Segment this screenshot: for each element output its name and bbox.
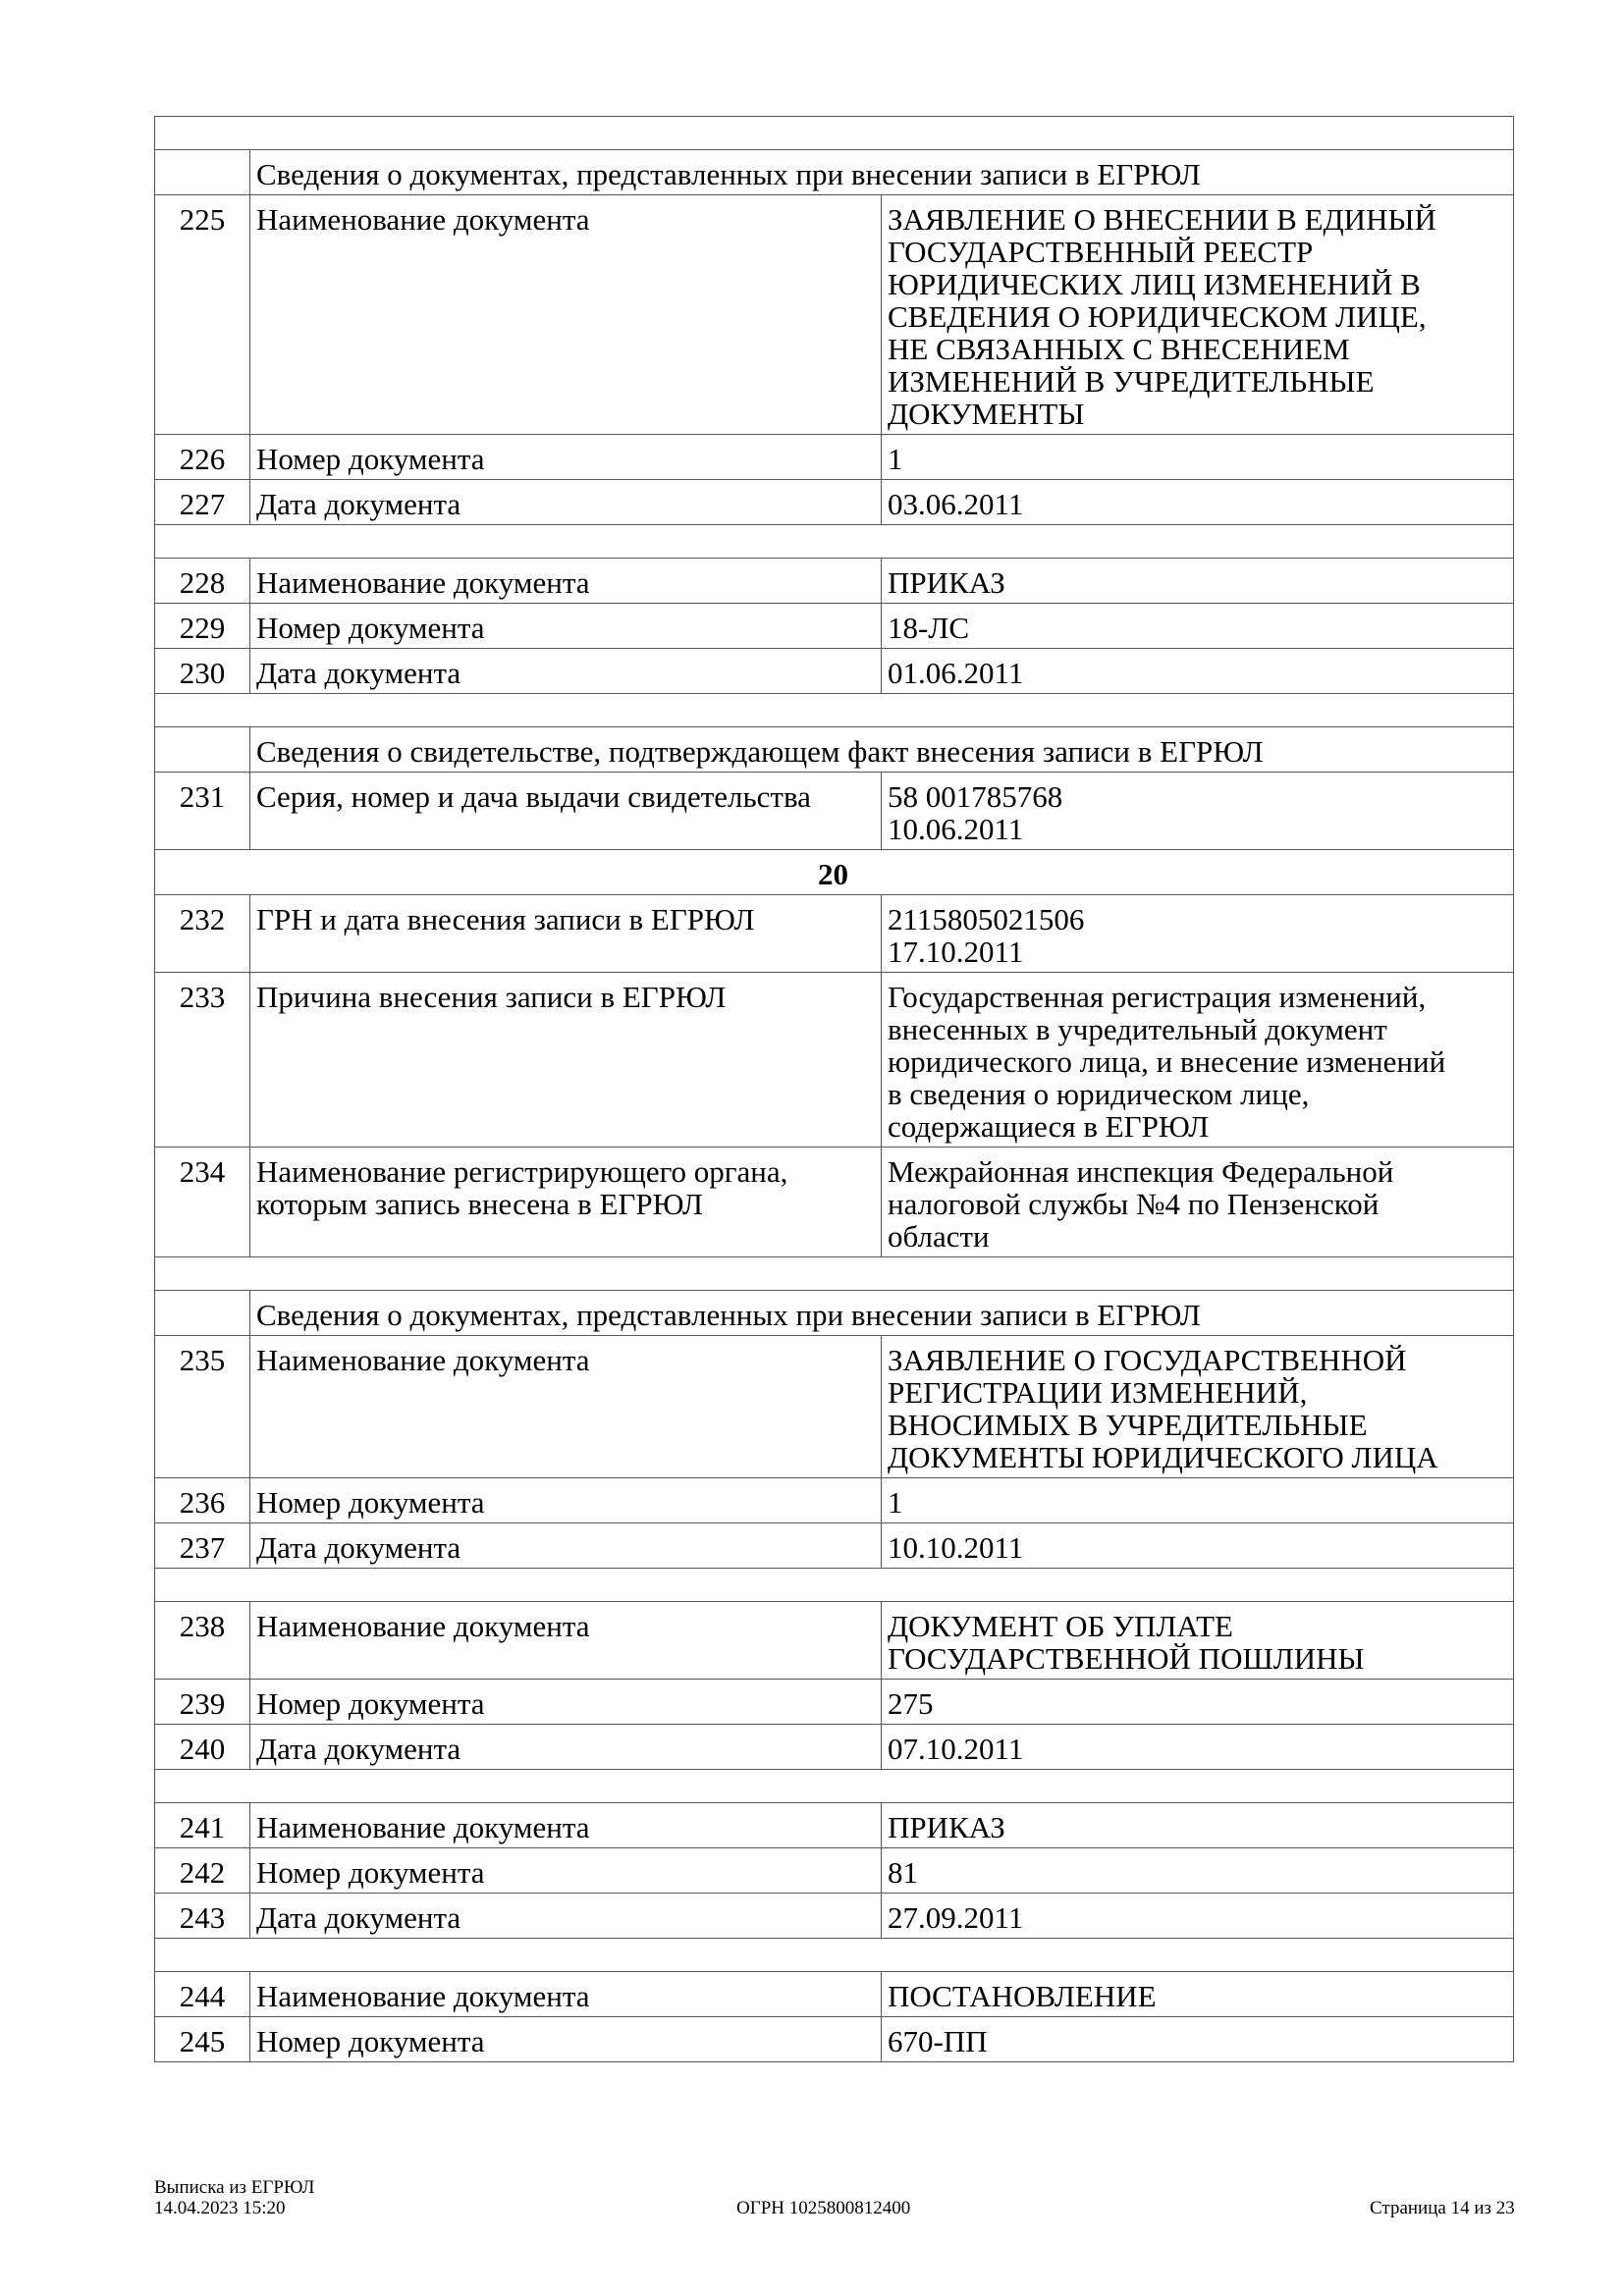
table-row <box>155 1523 1514 1569</box>
row-number: 238 <box>155 1602 250 1680</box>
row-label: Дата документа <box>250 1725 882 1770</box>
row-number: 237 <box>155 1523 250 1569</box>
row-value: 03.06.2011 <box>882 480 1514 525</box>
record-number-row <box>155 850 1514 895</box>
spacer-cell <box>155 1257 1514 1291</box>
row-number: 227 <box>155 480 250 525</box>
row-number: 242 <box>155 1848 250 1894</box>
table-row <box>155 1148 1514 1257</box>
row-number: 236 <box>155 1478 250 1523</box>
row-value: Межрайонная инспекция Федеральной налоговой службы №4 по Пензенской области <box>882 1148 1514 1257</box>
spacer-row <box>155 117 1514 150</box>
spacer-row <box>155 694 1514 727</box>
row-label: Наименование документа <box>250 1803 882 1848</box>
row-value: Государственная регистрация изменений, внесенных в учредительный документ юридического лица, и внесение изменений в сведения о юридическом лице, содержащиеся в ЕГРЮЛ <box>882 973 1514 1148</box>
row-number: 235 <box>155 1336 250 1478</box>
row-label: Номер документа <box>250 1680 882 1725</box>
row-label: Наименование документа <box>250 1602 882 1680</box>
row-value: 81 <box>882 1848 1514 1894</box>
footer-page-number: Страница 14 из 23 <box>1370 2198 1515 2218</box>
footer-datetime: 14.04.2023 15:20 <box>154 2198 286 2218</box>
spacer-row <box>155 1939 1514 1972</box>
row-number: 243 <box>155 1894 250 1939</box>
table-row <box>155 1336 1514 1478</box>
section-header-row <box>155 150 1514 195</box>
row-number: 239 <box>155 1680 250 1725</box>
row-number: 241 <box>155 1803 250 1848</box>
row-number: 233 <box>155 973 250 1148</box>
table-row <box>155 2017 1514 2062</box>
spacer-cell <box>155 1770 1514 1803</box>
row-number: 232 <box>155 895 250 973</box>
table-row <box>155 1725 1514 1770</box>
section-num-cell <box>155 1291 250 1336</box>
table-row <box>155 1972 1514 2017</box>
row-label: Наименование документа <box>250 195 882 435</box>
row-value: 1 <box>882 1478 1514 1523</box>
row-label: Наименование регистрирующего органа, которым запись внесена в ЕГРЮЛ <box>250 1148 882 1257</box>
row-value: 1 <box>882 435 1514 480</box>
row-label: Номер документа <box>250 1848 882 1894</box>
row-label: Серия, номер и дача выдачи свидетельства <box>250 773 882 850</box>
row-label: Дата документа <box>250 480 882 525</box>
section-num-cell <box>155 727 250 773</box>
footer-ogrn: ОГРН 1025800812400 <box>736 2198 911 2218</box>
row-label: Дата документа <box>250 1894 882 1939</box>
table-row <box>155 1602 1514 1680</box>
row-value: ПРИКАЗ <box>882 559 1514 604</box>
row-value: ЗАЯВЛЕНИЕ О ГОСУДАРСТВЕННОЙ РЕГИСТРАЦИИ ИЗМЕНЕНИЙ, ВНОСИМЫХ В УЧРЕДИТЕЛЬНЫЕ ДОКУМЕНТЫ ЮРИДИЧЕСКОГО ЛИЦА <box>882 1336 1514 1478</box>
row-value: 18-ЛС <box>882 604 1514 649</box>
row-value: 01.06.2011 <box>882 649 1514 694</box>
table-row <box>155 895 1514 973</box>
row-number: 245 <box>155 2017 250 2062</box>
row-value: 58 001785768 10.06.2011 <box>882 773 1514 850</box>
section-title: Сведения о документах, представленных при внесении записи в ЕГРЮЛ <box>250 150 1514 195</box>
table-row <box>155 480 1514 525</box>
spacer-cell <box>155 1569 1514 1602</box>
row-label: Номер документа <box>250 435 882 480</box>
row-value: 10.10.2011 <box>882 1523 1514 1569</box>
row-label: Причина внесения записи в ЕГРЮЛ <box>250 973 882 1148</box>
row-number: 240 <box>155 1725 250 1770</box>
row-label: Дата документа <box>250 1523 882 1569</box>
row-number: 225 <box>155 195 250 435</box>
section-title: Сведения о документах, представленных при внесении записи в ЕГРЮЛ <box>250 1291 1514 1336</box>
section-title: Сведения о свидетельстве, подтверждающем факт внесения записи в ЕГРЮЛ <box>250 727 1514 773</box>
row-value: 07.10.2011 <box>882 1725 1514 1770</box>
row-label: ГРН и дата внесения записи в ЕГРЮЛ <box>250 895 882 973</box>
egrul-extract-table <box>154 116 1514 2062</box>
row-label: Дата документа <box>250 649 882 694</box>
footer-left <box>154 2177 314 2218</box>
spacer-row <box>155 1569 1514 1602</box>
spacer-row <box>155 1770 1514 1803</box>
row-label: Номер документа <box>250 604 882 649</box>
row-label: Наименование документа <box>250 1972 882 2017</box>
table-row <box>155 1680 1514 1725</box>
table-row <box>155 559 1514 604</box>
record-number: 20 <box>155 850 1514 895</box>
row-value: ПРИКАЗ <box>882 1803 1514 1848</box>
section-header-row <box>155 727 1514 773</box>
table-row <box>155 1478 1514 1523</box>
table-row <box>155 649 1514 694</box>
row-number: 228 <box>155 559 250 604</box>
row-value: 275 <box>882 1680 1514 1725</box>
row-label: Номер документа <box>250 2017 882 2062</box>
table-row <box>155 195 1514 435</box>
table-row <box>155 435 1514 480</box>
row-number: 244 <box>155 1972 250 2017</box>
section-header-row <box>155 1291 1514 1336</box>
row-value: ПОСТАНОВЛЕНИЕ <box>882 1972 1514 2017</box>
spacer-row <box>155 525 1514 559</box>
row-value: 27.09.2011 <box>882 1894 1514 1939</box>
footer-doc-title: Выписка из ЕГРЮЛ <box>154 2177 315 2198</box>
row-number: 229 <box>155 604 250 649</box>
spacer-cell <box>155 525 1514 559</box>
spacer-cell <box>155 694 1514 727</box>
table-row <box>155 973 1514 1148</box>
table-row <box>155 773 1514 850</box>
row-number: 226 <box>155 435 250 480</box>
row-value: 2115805021506 17.10.2011 <box>882 895 1514 973</box>
spacer-row <box>155 1257 1514 1291</box>
row-label: Наименование документа <box>250 559 882 604</box>
spacer-cell <box>155 117 1514 150</box>
section-num-cell <box>155 150 250 195</box>
table-row <box>155 604 1514 649</box>
row-number: 234 <box>155 1148 250 1257</box>
row-value: ЗАЯВЛЕНИЕ О ВНЕСЕНИИ В ЕДИНЫЙ ГОСУДАРСТВЕННЫЙ РЕЕСТР ЮРИДИЧЕСКИХ ЛИЦ ИЗМЕНЕНИЙ В СВЕДЕНИЯ О ЮРИДИЧЕСКОМ ЛИЦЕ, НЕ СВЯЗАННЫХ С ВНЕСЕНИЕМ ИЗМЕНЕНИЙ В УЧРЕДИТЕЛЬНЫЕ ДОКУМЕНТЫ <box>882 195 1514 435</box>
row-number: 231 <box>155 773 250 850</box>
table-row <box>155 1894 1514 1939</box>
table-row <box>155 1803 1514 1848</box>
row-number: 230 <box>155 649 250 694</box>
spacer-cell <box>155 1939 1514 1972</box>
row-label: Наименование документа <box>250 1336 882 1478</box>
table-row <box>155 1848 1514 1894</box>
row-label: Номер документа <box>250 1478 882 1523</box>
row-value: 670-ПП <box>882 2017 1514 2062</box>
row-value: ДОКУМЕНТ ОБ УПЛАТЕ ГОСУДАРСТВЕННОЙ ПОШЛИНЫ <box>882 1602 1514 1680</box>
